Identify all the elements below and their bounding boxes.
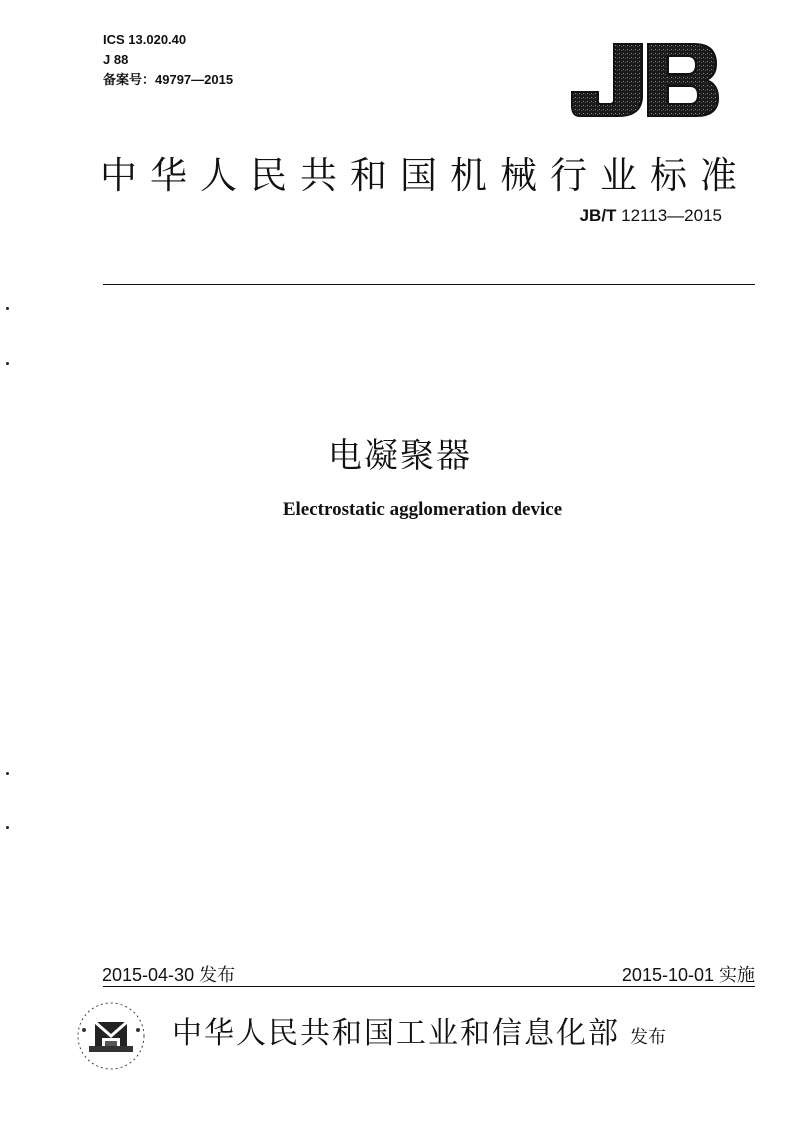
- jb-logo-icon: [570, 40, 720, 120]
- ministry-emblem-icon: [75, 1000, 147, 1072]
- ccs-code: J 88: [103, 52, 129, 67]
- issue-date: 2015-04-30 发布: [102, 965, 236, 985]
- classification-codes: [103, 30, 233, 90]
- standard-number: [580, 206, 722, 226]
- scan-dot: [6, 307, 9, 310]
- record-number: 备案号：49797—2015: [103, 72, 234, 87]
- document-title-zh: 电凝聚器: [328, 436, 472, 476]
- publisher-name: 中华人民共和国工业和信息化部: [172, 1016, 620, 1051]
- scan-dot: [6, 362, 9, 365]
- scan-dot: [6, 772, 9, 775]
- standard-code: 12113—2015: [616, 206, 722, 225]
- document-title-en: Electrostatic agglomeration device: [282, 499, 563, 520]
- footer-divider: [103, 986, 755, 987]
- scan-dot: [6, 826, 9, 829]
- header-divider: [103, 284, 755, 285]
- org-title: 中华人民共和国机械行业标准: [100, 154, 750, 197]
- effective-date: 2015-10-01 实施: [621, 965, 755, 985]
- standard-prefix: JB/T: [579, 206, 617, 225]
- publisher-suffix: 发布: [630, 1027, 666, 1048]
- publisher: [172, 1008, 666, 1052]
- ics-code: ICS 13.020.40: [103, 32, 187, 47]
